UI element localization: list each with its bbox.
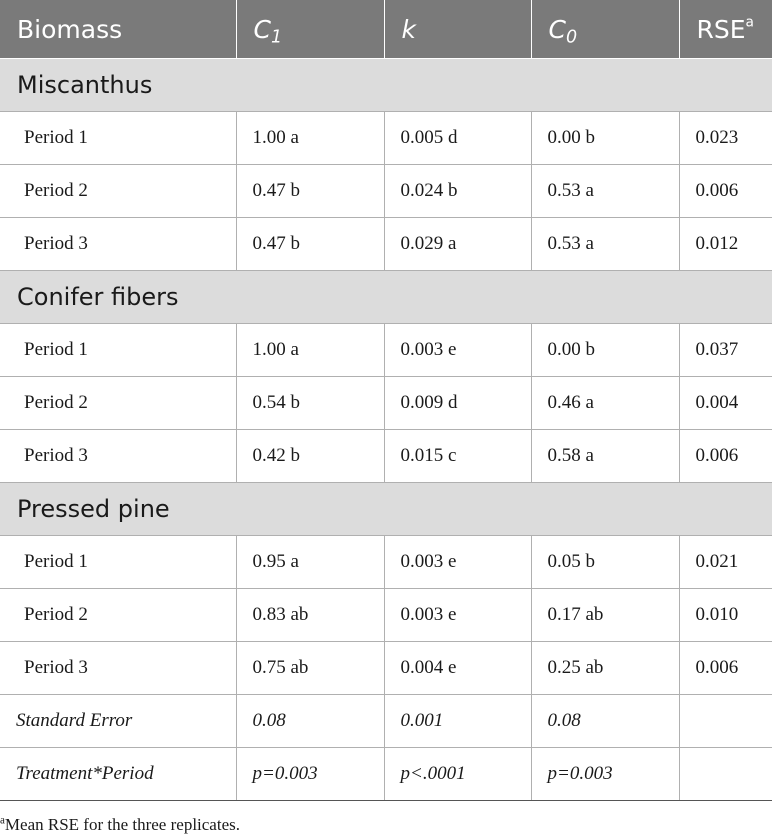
period-cell: Period 1 (0, 324, 236, 377)
header-c0: $C_0$ (531, 0, 679, 59)
standard-error-row (0, 695, 772, 748)
group-row-conifer-fibers (0, 271, 772, 324)
header-c1: $C_1$ (236, 0, 384, 59)
c0-cell: 0.00 b (531, 112, 679, 165)
table-row (0, 112, 772, 165)
stat-label: Standard Error (0, 695, 236, 748)
c0-cell: p=0.003 (531, 748, 679, 801)
group-label: Conifer fibers (0, 271, 772, 324)
table-row (0, 536, 772, 589)
k-cell: 0.029 a (384, 218, 531, 271)
k-cell: 0.003 e (384, 324, 531, 377)
c1-cell: 0.47 b (236, 218, 384, 271)
c0-cell: 0.46 a (531, 377, 679, 430)
rse-cell: 0.012 (679, 218, 772, 271)
rse-cell: 0.023 (679, 112, 772, 165)
c1-cell: p=0.003 (236, 748, 384, 801)
c1-cell: 0.83 ab (236, 589, 384, 642)
c0-cell: 0.05 b (531, 536, 679, 589)
c0-cell: 0.25 ab (531, 642, 679, 695)
period-cell: Period 1 (0, 112, 236, 165)
k-cell: 0.001 (384, 695, 531, 748)
period-cell: Period 3 (0, 218, 236, 271)
k-cell: 0.024 b (384, 165, 531, 218)
table-row (0, 642, 772, 695)
rse-cell: 0.037 (679, 324, 772, 377)
c0-cell: 0.58 a (531, 430, 679, 483)
footnote-text: Mean RSE for the three replicates. (4, 815, 240, 834)
footnote-marker: a (0, 814, 5, 827)
rse-cell: 0.004 (679, 377, 772, 430)
stat-label: Treatment*Period (0, 748, 236, 801)
group-row-miscanthus (0, 59, 772, 112)
c0-cell: 0.17 ab (531, 589, 679, 642)
period-cell: Period 3 (0, 642, 236, 695)
rse-cell (679, 695, 772, 748)
header-row (0, 0, 772, 59)
c1-cell: 0.08 (236, 695, 384, 748)
table-footnote (0, 815, 240, 835)
table-row (0, 324, 772, 377)
table-row (0, 165, 772, 218)
c1-cell: 0.95 a (236, 536, 384, 589)
table-row (0, 589, 772, 642)
period-cell: Period 2 (0, 377, 236, 430)
period-cell: Period 1 (0, 536, 236, 589)
k-cell: p<.0001 (384, 748, 531, 801)
group-label: Pressed pine (0, 483, 772, 536)
c1-cell: 1.00 a (236, 112, 384, 165)
rse-cell: 0.006 (679, 430, 772, 483)
k-cell: 0.015 c (384, 430, 531, 483)
group-label: Miscanthus (0, 59, 772, 112)
group-row-pressed-pine (0, 483, 772, 536)
c1-cell: 0.75 ab (236, 642, 384, 695)
k-cell: 0.004 e (384, 642, 531, 695)
c0-cell: 0.08 (531, 695, 679, 748)
k-cell: 0.003 e (384, 589, 531, 642)
table-row (0, 430, 772, 483)
k-cell: 0.009 d (384, 377, 531, 430)
c1-cell: 1.00 a (236, 324, 384, 377)
rse-cell: 0.006 (679, 165, 772, 218)
header-rse: RSE$^a$ (679, 0, 772, 59)
period-cell: Period 2 (0, 589, 236, 642)
c0-cell: 0.53 a (531, 218, 679, 271)
c1-cell: 0.47 b (236, 165, 384, 218)
k-cell: 0.005 d (384, 112, 531, 165)
c0-cell: 0.00 b (531, 324, 679, 377)
header-biomass: Biomass (0, 0, 236, 59)
k-cell: 0.003 e (384, 536, 531, 589)
rse-cell: 0.010 (679, 589, 772, 642)
c0-cell: 0.53 a (531, 165, 679, 218)
rse-cell (679, 748, 772, 801)
period-cell: Period 2 (0, 165, 236, 218)
rse-cell: 0.021 (679, 536, 772, 589)
table-row (0, 218, 772, 271)
header-k: k (384, 0, 531, 59)
table-row (0, 377, 772, 430)
treatment-period-row (0, 748, 772, 801)
period-cell: Period 3 (0, 430, 236, 483)
c1-cell: 0.54 b (236, 377, 384, 430)
c1-cell: 0.42 b (236, 430, 384, 483)
rse-cell: 0.006 (679, 642, 772, 695)
